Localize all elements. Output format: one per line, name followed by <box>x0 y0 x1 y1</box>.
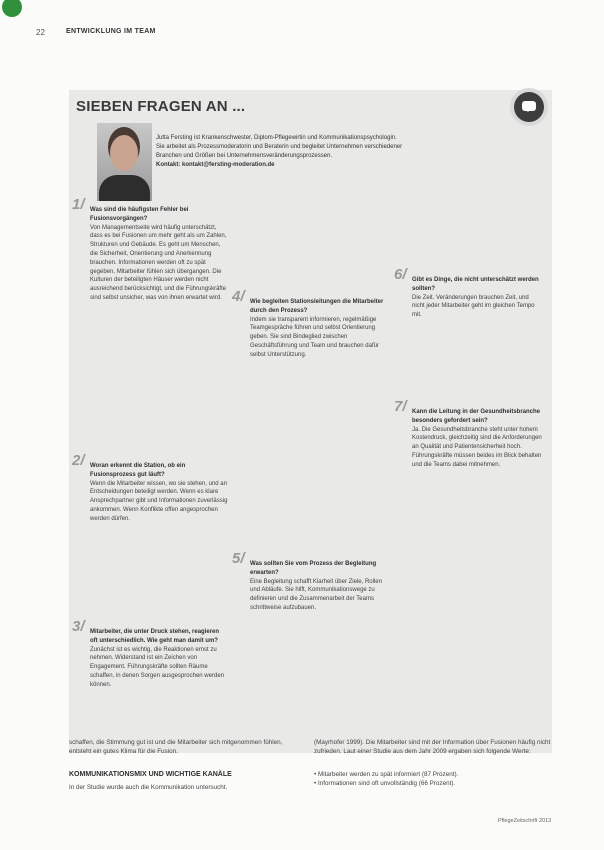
body-text-col1b: In der Studie wurde auch die Kommunikation untersucht. <box>69 784 228 791</box>
answer-text: Ja. Die Gesundheitsbranche steht unter hohem Kostendruck, gleichzeitig sind die Anforderungen an Qualität und Patientensicherheit hoch. Führungskräfte müssen beides im Blick behalten und die Teams dabei mitnehmen. <box>412 426 542 468</box>
question-text: Woran erkennt die Station, ob ein Fusionsprozess gut läuft? <box>90 463 186 478</box>
intro-line-3: Branchen und Größen bei Unternehmensveränderungsprozessen. <box>156 153 333 159</box>
intro-name: Jutta Fersting ist Krankenschwester, Diplom-Pflegewirtin und Kommunikationspsychologin. <box>156 135 397 141</box>
question-number: 6/ <box>394 266 407 283</box>
question-text: Was sind die häufigsten Fehler bei Fusionsvorgängen? <box>90 207 189 222</box>
question-text: Was sollten Sie vom Prozess der Begleitung erwarten? <box>250 561 377 576</box>
intro-contact: Kontakt: kontakt@fersting-moderation.de <box>156 162 275 168</box>
portrait-photo <box>97 123 152 201</box>
question-1 <box>72 196 228 303</box>
question-7 <box>394 398 542 470</box>
question-number: 4/ <box>232 288 245 305</box>
speech-bubble-icon <box>514 92 544 122</box>
section-title: ENTWICKLUNG IM TEAM <box>66 28 156 35</box>
answer-text: Eine Begleitung schafft Klarheit über Ziele, Rollen und Abläufe. Sie hilft, Kommunikationswege zu definieren und die Zusammenarbeit der Teams schrittweise aufzubauen. <box>250 578 382 611</box>
question-6 <box>394 266 542 320</box>
answer-text: Wenn die Mitarbeiter wissen, wo sie stehen, und an Entscheidungen beteiligt werden. Wenn es klare Ansprechpartner gibt und Informationen zuverlässig ankommen. Wenn Konflikte offen angesprochen werden dürfen. <box>90 480 228 522</box>
question-5 <box>232 550 388 613</box>
list-item: • Mitarbeiter werden zu spät informiert (87 Prozent). <box>314 771 459 778</box>
answer-text: Zunächst ist es wichtig, die Reaktionen ernst zu nehmen. Widerstand ist ein Zeichen von Engagement. Führungskräfte sollten Räume schaffen, in denen Sorgen ausgesprochen werden können. <box>90 646 224 688</box>
question-3 <box>72 618 228 690</box>
question-number: 7/ <box>394 398 407 415</box>
answer-text: Von Managementseite wird häufig unterschätzt, dass es bei Fusionen um mehr geht als um Zahlen, Strukturen und Gebäude. Es geht um Menschen, die Sicherheit, Orientierung und Anerkennung brauchen. Informationen werden oft zu spät gegeben, Mitarbeiter fühlen sich übergangen. Die Kulturen der beteiligten Häuser werden nicht ausreichend berücksichtigt, und die Führungskräfte sind selbst unsicher, was von ihnen erwartet wird. <box>90 224 227 301</box>
footer-credit: PflegeZeitschrift 2013 <box>498 818 552 824</box>
question-text: Gibt es Dinge, die nicht unterschätzt werden sollten? <box>412 277 539 292</box>
interviewee-intro <box>156 134 516 170</box>
question-4 <box>232 288 388 360</box>
answer-text: Die Zeit. Veränderungen brauchen Zeit, und nicht jeder Mitarbeiter geht im gleichen Tempo mit. <box>412 294 535 319</box>
question-number: 5/ <box>232 550 245 567</box>
body-text-col2: (Mayrhofer 1999). Die Mitarbeiter sind mit der Information über Fusionen häufig nicht zufrieden. Laut einer Studie aus dem Jahr 2009 ergaben sich folgende Werte: <box>314 739 551 755</box>
question-text: Kann die Leitung in der Gesundheitsbranche besonders gefordert sein? <box>412 409 541 424</box>
question-number: 2/ <box>72 452 85 469</box>
question-number: 1/ <box>72 196 85 213</box>
question-text: Mitarbeiter, die unter Druck stehen, reagieren oft unterschiedlich. Wie geht man damit um? <box>90 629 220 644</box>
bullet-list <box>314 770 554 788</box>
list-item: • Informationen sind oft unvollständig (66 Prozent). <box>314 780 456 787</box>
answer-text: Indem sie transparent informieren, regelmäßige Teamgespräche führen und selbst Orientierung geben. Sie sind Bindeglied zwischen Geschäftsführung und Team und brauchen dafür selbst Unterstützung. <box>250 316 379 358</box>
page-corner-dot <box>2 0 22 17</box>
interview-title: SIEBEN FRAGEN AN ... <box>76 98 246 115</box>
question-2 <box>72 452 228 524</box>
body-text-col1: schaffen, die Stimmung gut ist und die Mitarbeiter sich mitgenommen fühlen, entsteht ein gutes Klima für die Fusion. <box>69 739 283 755</box>
question-text: Wie begleiten Stationsleitungen die Mitarbeiter durch den Prozess? <box>250 299 384 314</box>
question-number: 3/ <box>72 618 85 635</box>
intro-line-2: Sie arbeitet als Prozessmoderatorin und Beraterin und begleitet Unternehmen verschiedener <box>156 144 403 150</box>
page-number: 22 <box>36 28 45 37</box>
subheading: KOMMUNIKATIONSMIX UND WICHTIGE KANÄLE <box>69 771 232 778</box>
